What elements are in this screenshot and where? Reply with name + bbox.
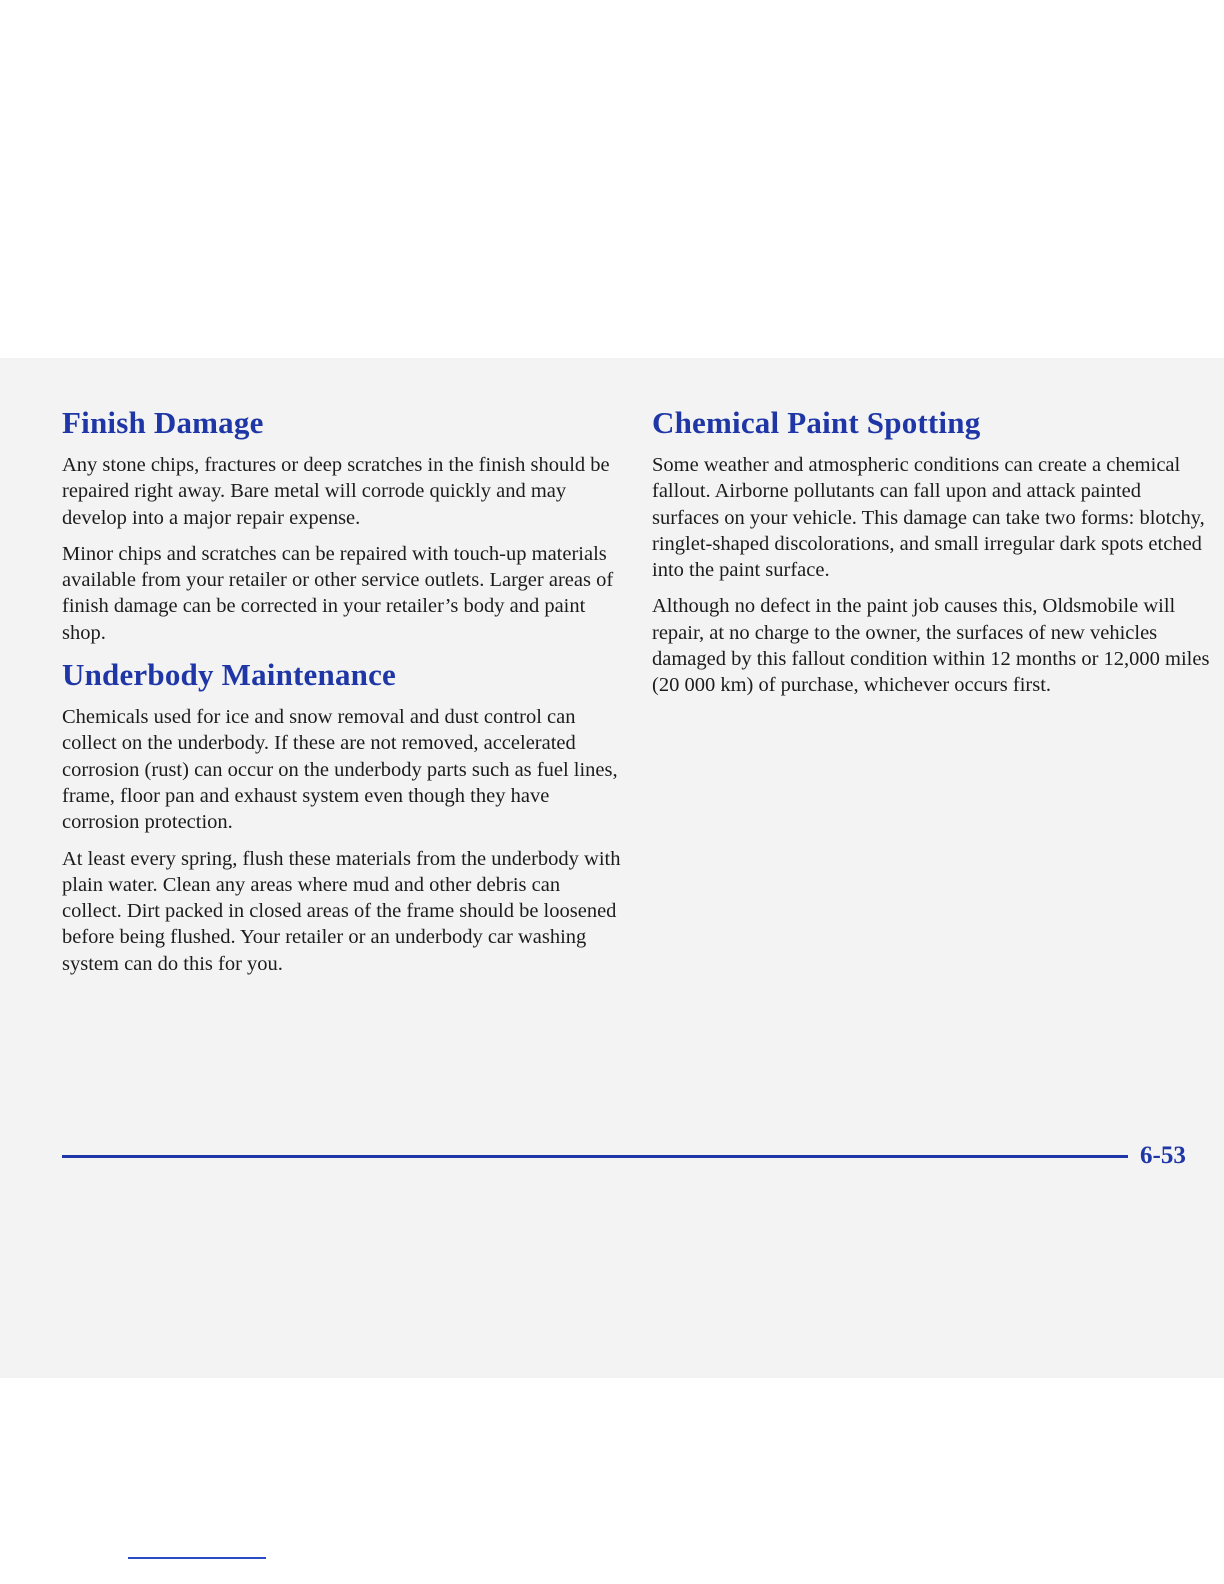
underbody-paragraph-2: At least every spring, flush these materials from the underbody with plain water. Clean any areas where mud and other debris can collect. Dirt packed in closed areas of the frame should be loosened before being flushed. Your retailer or an underbody car washing system can do this for you.: [62, 847, 621, 975]
finish-damage-heading: Finish Damage: [62, 405, 264, 440]
footer-rule: [62, 1155, 1128, 1158]
left-column: [62, 404, 622, 977]
underbody-paragraph-1: Chemicals used for ice and snow removal and dust control can collect on the underbody. If these are not removed, accelerated corrosion (rust) can occur on the underbody parts such as fuel lines, frame, floor pan and exhaust system even though they have corrosion protection.: [62, 706, 618, 834]
chemical-spotting-paragraph-1: Some weather and atmospheric conditions can create a chemical fallout. Airborne pollutants can fall upon and attack painted surfaces on your vehicle. This damage can take two forms: blotchy, ringlet-shaped discolorations, and small irregular dark spots etched into the paint surface.: [652, 454, 1205, 582]
chemical-paint-spotting-heading: Chemical Paint Spotting: [652, 405, 981, 440]
chemical-paint-spotting-section: [652, 404, 1212, 699]
right-column: [652, 404, 1212, 699]
finish-damage-section: [62, 404, 622, 646]
underbody-maintenance-section: [62, 656, 622, 977]
page-number: 6-53: [1140, 1142, 1186, 1169]
underbody-maintenance-heading: Underbody Maintenance: [62, 657, 397, 693]
finish-damage-paragraph-2: Minor chips and scratches can be repaired with touch-up materials available from your retailer or other service outlets. Larger areas of finish damage can be corrected in your retailer’s body and paint shop.: [62, 542, 614, 644]
bottom-mark-divider: [128, 1557, 266, 1559]
finish-damage-paragraph-1: Any stone chips, fractures or deep scratches in the finish should be repaired right away. Bare metal will corrode quickly and may develop into a major repair expense.: [62, 454, 610, 529]
chemical-spotting-paragraph-2: Although no defect in the paint job causes this, Oldsmobile will repair, at no charge to the owner, the surfaces of new vehicles damaged by this fallout condition within 12 months or 12,000 miles (20 000 km) of purchase, whichever occurs first.: [652, 595, 1210, 697]
